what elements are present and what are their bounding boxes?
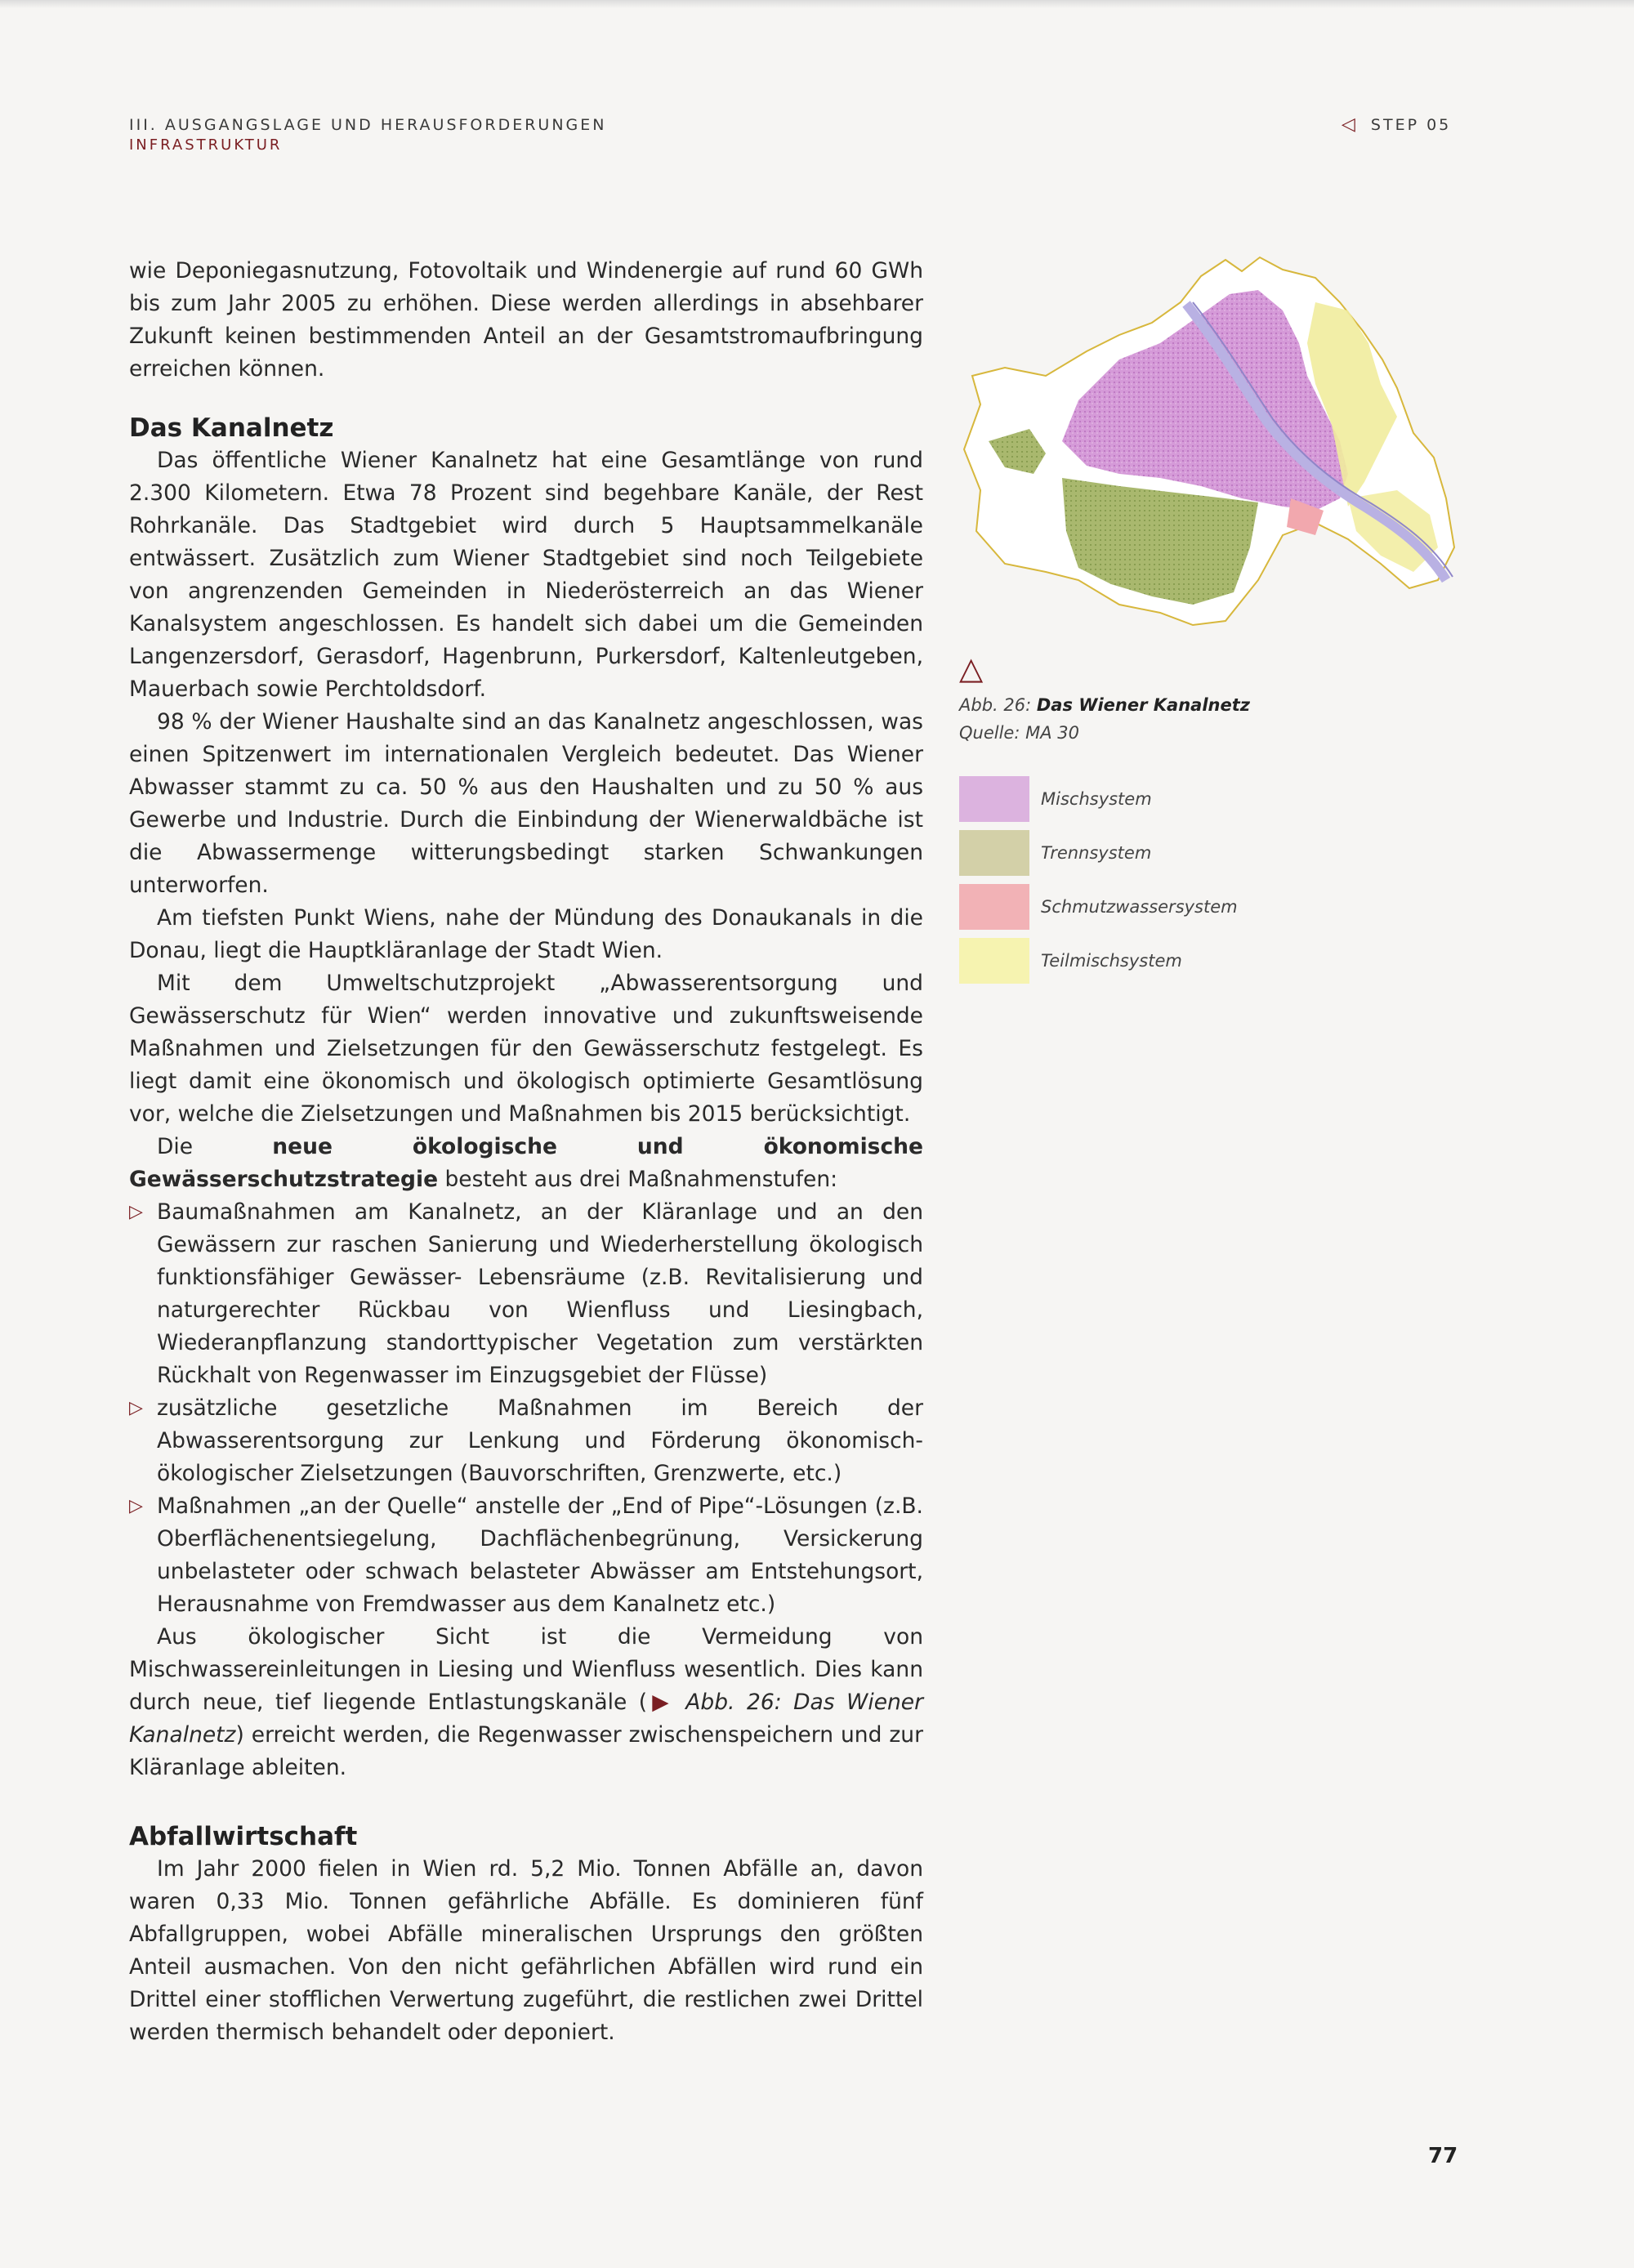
bullet-triangle-icon: ▷ <box>129 1496 143 1516</box>
legend-item <box>959 938 1238 984</box>
list-item-text: zusätzliche gesetzliche Maßnahmen im Bereich der Abwasserentsorgung zur Lenkung und Förderung ökonomisch-ökologischer Zielsetzungen (Bauvorschriften, Grenzwerte, etc.) <box>157 1395 923 1486</box>
legend-label: Schmutzwassersystem <box>1041 897 1238 917</box>
paragraph: Am tiefsten Punkt Wiens, nahe der Mündung des Donaukanals in die Donau, liegt die Hauptkläranlage der Stadt Wien. <box>129 905 923 963</box>
paragraph: Mit dem Umweltschutzprojekt „Abwasserentsorgung und Gewässerschutz für Wien“ werden innovative und zukunftsweisende Maßnahmen und Zielsetzungen für den Gewässerschutz festgelegt. Es liegt damit eine ökonomisch und ökologisch optimierte Gesamtlösung vor, welche die Zielsetzungen und Maßnahmen bis 2015 berücksichtigt. <box>129 971 923 1127</box>
running-header <box>129 114 607 155</box>
step-label: STEP 05 <box>1370 115 1452 134</box>
triangle-left-icon: ◁ <box>1342 114 1358 135</box>
paragraph: Im Jahr 2000 fielen in Wien rd. 5,2 Mio. Tonnen Abfälle an, davon waren 0,33 Mio. Tonnen gefährliche Abfälle. Es dominieren fünf Abfallgruppen, wobei Abfälle mineralischen Ursprungs den größten Anteil ausmachen. Von den nicht gefährlichen Abfällen wird rund ein Drittel einer stofflichen Verwertung zugeführt, die restlichen zwei Drittel werden thermisch behandelt oder deponiert. <box>129 1856 923 2045</box>
page-top-edge <box>0 0 1634 8</box>
legend-item <box>959 830 1238 876</box>
legend-label: Trennsystem <box>1041 843 1152 863</box>
heading-abfallwirtschaft: Abfallwirtschaft <box>129 1822 358 1851</box>
figure-marker-triangle-icon: △ <box>959 650 984 686</box>
caption-title-line <box>959 691 1250 719</box>
main-text-column <box>129 255 923 2049</box>
legend-label: Teilmischsystem <box>1041 951 1182 971</box>
bold-strategy-term: neue ökologische und ökonomische Gewässerschutzstrategie <box>129 1134 924 1192</box>
vienna-sewer-map <box>956 253 1462 637</box>
page-number: 77 <box>1428 2144 1458 2168</box>
bullet-triangle-icon: ▷ <box>129 1202 143 1222</box>
text-run: ) erreicht werden, die Regenwasser zwischenspeichern und zur Kläranlage ableiten. <box>129 1722 923 1780</box>
step-indicator <box>1342 114 1451 135</box>
legend-swatch-teilmischsystem <box>959 938 1029 984</box>
text-run: besteht aus drei Maßnahmenstufen: <box>438 1167 838 1192</box>
section-title: III. AUSGANGSLAGE UND HERAUSFORDERUNGEN <box>129 116 607 134</box>
arrow-right-icon: ▶ <box>647 1690 686 1715</box>
map-legend <box>959 776 1238 992</box>
text-run: Die <box>157 1134 273 1159</box>
paragraph <box>129 1131 923 1196</box>
legend-item <box>959 884 1238 930</box>
list-item <box>129 1392 923 1490</box>
legend-item <box>959 776 1238 822</box>
list-item <box>129 1490 923 1621</box>
subsection-title: INFRASTRUKTUR <box>129 136 283 154</box>
figure-caption <box>959 691 1250 747</box>
caption-source: Quelle: MA 30 <box>959 723 1079 743</box>
list-item-text: Baumaßnahmen am Kanalnetz, an der Kläranlage und an den Gewässern zur raschen Sanierung und Wiederherstellung ökologisch funktionsfähiger Gewässer- Lebensräume (z.B. Revitalisierung und naturgerechter Rückbau von Wienfluss und Liesingbach, Wiederanpflanzung standorttypischer Vegetation zum verstärkten Rückhalt von Regenwasser im Einzugsgebiet der Flüsse) <box>157 1199 923 1388</box>
bullet-triangle-icon: ▷ <box>129 1398 143 1418</box>
measures-list <box>129 1196 923 1621</box>
paragraph: 98 % der Wiener Haushalte sind an das Kanalnetz angeschlossen, was einen Spitzenwert im internationalen Vergleich bedeutet. Das Wiener Abwasser stammt zu ca. 50 % aus den Haushalten und zu 50 % aus Gewerbe und Industrie. Durch die Einbindung der Wienerwaldbäche ist die Abwassermenge witterungsbedingt starken Schwankungen unterworfen. <box>129 709 923 898</box>
legend-swatch-trennsystem <box>959 830 1029 876</box>
paragraph <box>129 1621 923 1784</box>
legend-swatch-mischsystem <box>959 776 1029 822</box>
caption-title: Das Wiener Kanalnetz <box>1036 695 1250 715</box>
text-run: Aus ökologischer Sicht ist die Vermeidung von Mischwassereinleitungen in Liesing und Wienfluss wesentlich. Dies kann durch neue, tief liegende Entlastungskanäle ( <box>129 1624 923 1715</box>
paragraph: Das öffentliche Wiener Kanalnetz hat eine Gesamtlänge von rund 2.300 Kilometern. Etwa 78 Prozent sind begehbare Kanäle, der Rest Rohrkanäle. Das Stadtgebiet wird durch 5 Hauptsammelkanäle entwässert. Zusätzlich zum Wiener Stadtgebiet sind noch Teilgebiete von angrenzenden Gemeinden in Niederösterreich an das Wiener Kanalsystem angeschlossen. Es handelt sich dabei um die Gemeinden Langenzersdorf, Gerasdorf, Hagenbrunn, Purkersdorf, Kaltenleutgeben, Mauerbach sowie Perchtoldsdorf. <box>129 448 923 702</box>
figure-reference-text: Abb. 26: Das Wiener Kanalnetz <box>129 1690 923 1748</box>
legend-label: Mischsystem <box>1041 789 1152 809</box>
heading-kanalnetz: Das Kanalnetz <box>129 413 334 443</box>
intro-paragraph: wie Deponiegasnutzung, Fotovoltaik und Windenergie auf rund 60 GWh bis zum Jahr 2005 zu erhöhen. Diese werden allerdings in absehbarer Zukunft keinen bestimmenden Anteil an der Gesamtstromaufbringung erreichen können. <box>129 258 923 382</box>
list-item-text: Maßnahmen „an der Quelle“ anstelle der „End of Pipe“-Lösungen (z.B. Oberflächenentsiegelung, Dachflächenbegrünung, Versickerung unbelasteter oder schwach belasteter Abwässer am Entstehungsort, Herausnahme von Fremdwasser aus dem Kanalnetz etc.) <box>157 1493 923 1617</box>
caption-label: Abb. 26: <box>959 695 1032 715</box>
list-item <box>129 1196 923 1392</box>
legend-swatch-schmutzwassersystem <box>959 884 1029 930</box>
